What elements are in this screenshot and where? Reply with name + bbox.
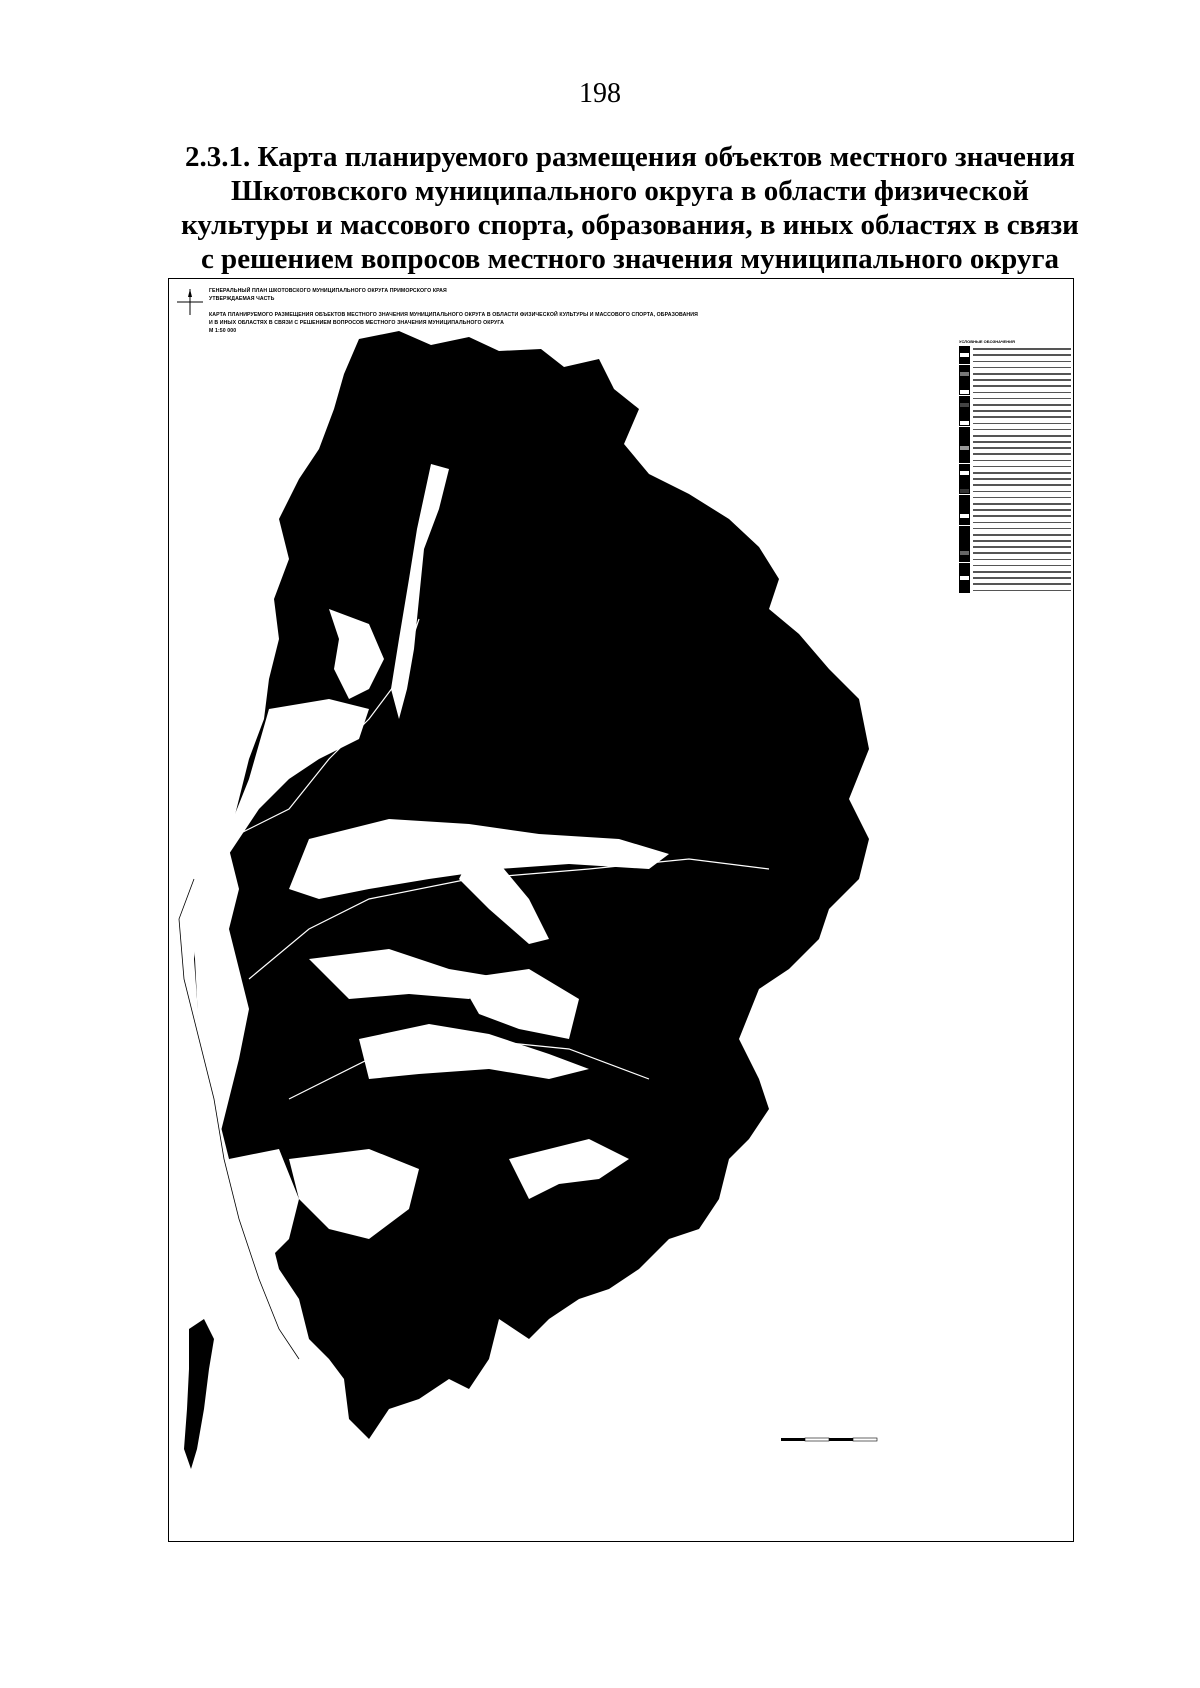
- legend-swatch: [959, 575, 970, 581]
- legend-text: [973, 398, 1071, 400]
- legend-text: [973, 571, 1071, 573]
- legend-text: [973, 491, 1071, 493]
- legend-text: [973, 410, 1071, 412]
- legend-title: УСЛОВНЫЕ ОБОЗНАЧЕНИЯ: [959, 339, 1015, 344]
- legend-text: [973, 552, 1071, 554]
- legend-swatch: [959, 563, 970, 569]
- legend-text: [973, 528, 1071, 530]
- legend-swatch: [959, 519, 970, 525]
- legend-text: [973, 497, 1071, 499]
- page-number: 198: [579, 78, 621, 109]
- legend-text: [973, 354, 1071, 356]
- legend-swatch: [959, 501, 970, 507]
- legend-swatch: [959, 358, 970, 364]
- legend-swatch: [959, 414, 970, 420]
- legend-swatch: [959, 495, 970, 501]
- legend-text: [973, 503, 1071, 505]
- title-line-3: культуры и массового спорта, образования, в иных областях в связи: [181, 209, 1079, 241]
- legend-text: [973, 453, 1071, 455]
- legend-text: [973, 522, 1071, 524]
- scale-bar: [779, 1424, 879, 1454]
- map-frame: [168, 278, 1074, 1542]
- legend-swatch: [959, 470, 970, 476]
- legend-swatch: [959, 569, 970, 575]
- legend-swatch: [959, 464, 970, 470]
- legend: [959, 339, 1071, 594]
- legend-swatch: [959, 556, 970, 562]
- legend-swatch: [959, 532, 970, 538]
- legend-text: [973, 392, 1071, 394]
- legend-swatch: [959, 377, 970, 383]
- legend-swatch: [959, 507, 970, 513]
- legend-text: [973, 577, 1071, 579]
- legend-swatch: [959, 427, 970, 433]
- legend-swatch: [959, 550, 970, 556]
- legend-text: [973, 447, 1071, 449]
- legend-text: [973, 466, 1071, 468]
- legend-swatch: [959, 371, 970, 377]
- title-line-1: 2.3.1. Карта планируемого размещения объектов местного значения: [185, 141, 1075, 173]
- map-header-line-2: УТВЕРЖДАЕМАЯ ЧАСТЬ: [209, 296, 275, 302]
- legend-text: [973, 583, 1071, 585]
- legend-swatch: [959, 445, 970, 451]
- legend-swatch: [959, 402, 970, 408]
- legend-text: [973, 565, 1071, 567]
- legend-text: [973, 361, 1071, 363]
- legend-swatch: [959, 383, 970, 389]
- legend-swatch: [959, 346, 970, 352]
- legend-swatch: [959, 488, 970, 494]
- legend-swatch: [959, 396, 970, 402]
- legend-swatch: [959, 587, 970, 593]
- legend-swatch: [959, 420, 970, 426]
- legend-swatch: [959, 513, 970, 519]
- legend-text: [973, 546, 1071, 548]
- legend-text: [973, 379, 1071, 381]
- legend-text: [973, 559, 1071, 561]
- legend-text: [973, 509, 1071, 511]
- page-title: [180, 140, 1080, 276]
- title-line-4: с решением вопросов местного значения муниципального округа: [200, 243, 1060, 275]
- legend-text: [973, 404, 1071, 406]
- legend-text: [973, 540, 1071, 542]
- map-header-line-3: КАРТА ПЛАНИРУЕМОГО РАЗМЕЩЕНИЯ ОБЪЕКТОВ МЕСТНОГО ЗНАЧЕНИЯ МУНИЦИПАЛЬНОГО ОКРУГА В ОБЛАСТИ ФИЗИЧЕСКОЙ КУЛЬТУРЫ И МАССОВОГО СПОРТА, ОБРАЗОВАНИЯ: [209, 312, 698, 318]
- legend-swatch: [959, 352, 970, 358]
- legend-swatch: [959, 476, 970, 482]
- legend-text: [973, 429, 1071, 431]
- legend-text: [973, 515, 1071, 517]
- island-shape: [184, 1319, 214, 1469]
- map-drawing: [169, 279, 1074, 1542]
- map-header-line-5: М 1:50 000: [209, 328, 237, 334]
- legend-text: [973, 348, 1071, 350]
- legend-text: [973, 534, 1071, 536]
- map-header-line-1: ГЕНЕРАЛЬНЫЙ ПЛАН ШКОТОВСКОГО МУНИЦИПАЛЬНОГО ОКРУГА ПРИМОРСКОГО КРАЯ: [209, 288, 447, 294]
- legend-text: [973, 385, 1071, 387]
- legend-swatch: [959, 526, 970, 532]
- legend-text: [973, 423, 1071, 425]
- legend-text: [973, 590, 1071, 592]
- legend-text: [973, 373, 1071, 375]
- legend-swatch: [959, 581, 970, 587]
- legend-text: [973, 472, 1071, 474]
- legend-swatch: [959, 433, 970, 439]
- map-header-line-4: И В ИНЫХ ОБЛАСТЯХ В СВЯЗИ С РЕШЕНИЕМ ВОПРОСОВ МЕСТНОГО ЗНАЧЕНИЯ МУНИЦИПАЛЬНОГО ОКРУГА: [209, 320, 504, 326]
- title-line-2: Шкотовского муниципального округа в области физической: [231, 175, 1029, 207]
- legend-swatch: [959, 457, 970, 463]
- legend-swatch: [959, 439, 970, 445]
- legend-text: [973, 484, 1071, 486]
- legend-swatch: [959, 365, 970, 371]
- legend-swatch: [959, 482, 970, 488]
- legend-text: [973, 478, 1071, 480]
- legend-text: [973, 416, 1071, 418]
- legend-swatch: [959, 389, 970, 395]
- legend-text: [973, 367, 1071, 369]
- legend-row: [959, 587, 1071, 593]
- legend-swatch: [959, 451, 970, 457]
- legend-text: [973, 441, 1071, 443]
- legend-text: [973, 460, 1071, 462]
- legend-swatch: [959, 408, 970, 414]
- legend-text: [973, 435, 1071, 437]
- legend-swatch: [959, 538, 970, 544]
- legend-swatch: [959, 544, 970, 550]
